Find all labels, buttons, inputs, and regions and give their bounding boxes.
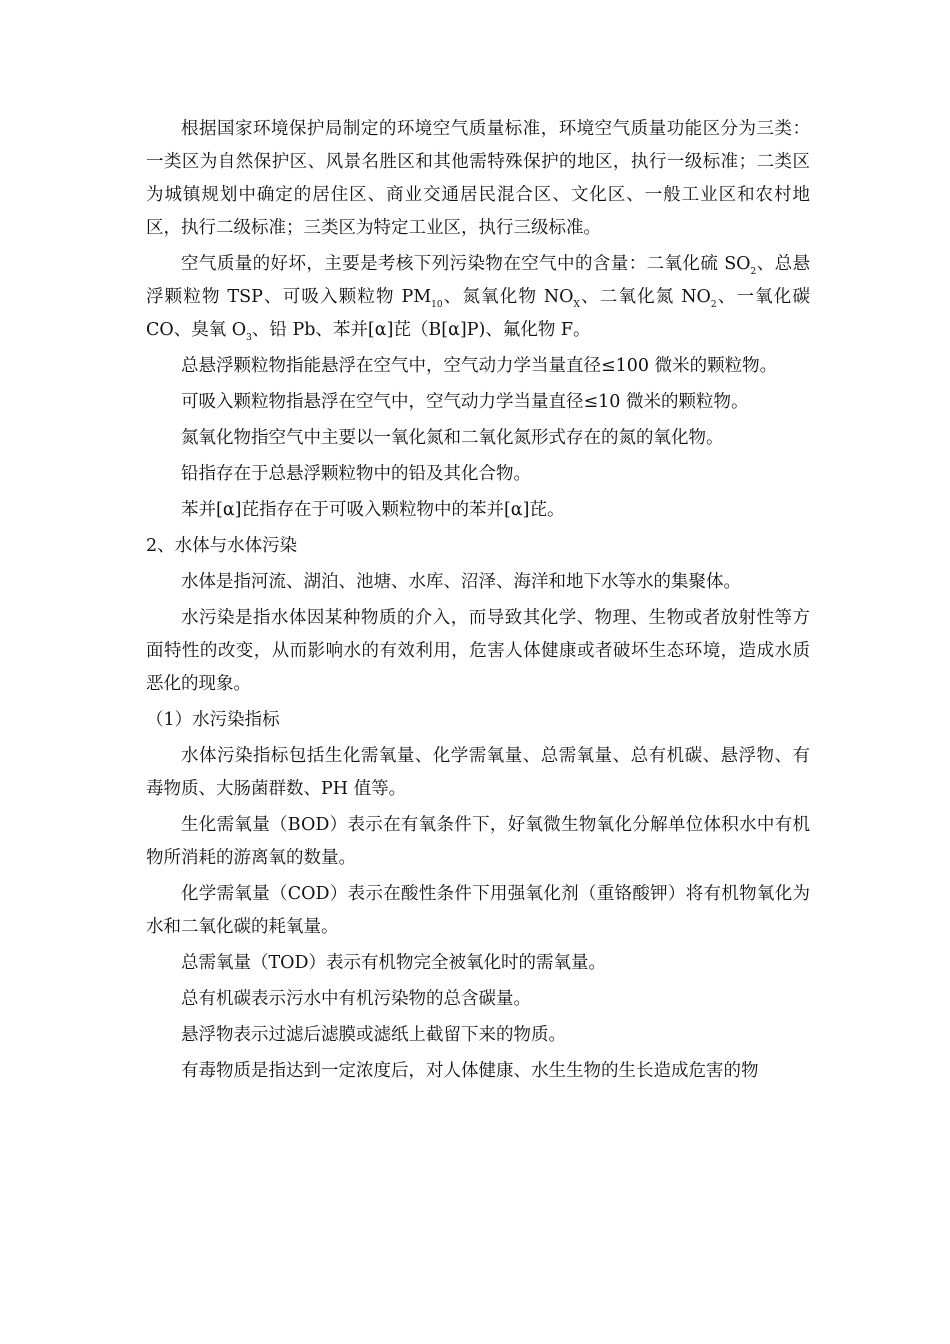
paragraph-water-body: 水体是指河流、湖泊、池塘、水库、沼泽、海洋和地下水等水的集聚体。: [181, 572, 741, 592]
paragraph-pollutants: 空气质量的好坏，主要是考核下列污染物在空气中的含量：二氧化硫 $SO_2$、总悬浮颗粒物 TSP、可吸入颗粒物 $PM_{10}$、氮氧化物 $NO_X$、二氧化氮 $NO_2$、一氧化碳 CO、臭氧 $O_3$、铅 Pb、苯并[α]芘（B[α]P)、氟化物 F。: [146, 254, 811, 343]
paragraph-tsp: 总悬浮颗粒物指能悬浮在空气中，空气动力学当量直径≤100 微米的颗粒物。: [181, 356, 778, 376]
subsection-heading-indicators: （1）水污染指标: [146, 710, 280, 730]
paragraph-water-pollution: 水污染是指水体因某种物质的介入，而导致其化学、物理、生物或者放射性等方面特性的改变，从而影响水的有效利用，危害人体健康或者破坏生态环境，造成水质恶化的现象。: [146, 608, 810, 694]
document-body: [146, 113, 810, 1088]
paragraph-pm10: 可吸入颗粒物指悬浮在空气中，空气动力学当量直径≤10 微米的颗粒物。: [181, 392, 749, 412]
paragraph-air-quality-standards: 根据国家环境保护局制定的环境空气质量标准，环境空气质量功能区分为三类：一类区为自然保护区、风景名胜区和其他需特殊保护的地区，执行一级标准；二类区为城镇规划中确定的居住区、商业交通居民混合区、文化区、一般工业区和农村地区，执行二级标准；三类区为特定工业区，执行三级标准。: [146, 119, 810, 238]
paragraph-suspended-solids: 悬浮物表示过滤后滤膜或滤纸上截留下来的物质。: [181, 1025, 566, 1045]
paragraph-lead: 铅指存在于总悬浮颗粒物中的铅及其化合物。: [181, 464, 531, 484]
paragraph-tod: 总需氧量（TOD）表示有机物完全被氧化时的需氧量。: [181, 953, 607, 973]
paragraph-indicators: 水体污染指标包括生化需氧量、化学需氧量、总需氧量、总有机碳、悬浮物、有毒物质、大肠菌群数、PH 值等。: [146, 746, 810, 799]
paragraph-nox: 氮氧化物指空气中主要以一氧化氮和二氧化氮形式存在的氮的氧化物。: [181, 428, 724, 448]
paragraph-bod: 生化需氧量（BOD）表示在有氧条件下，好氧微生物氧化分解单位体积水中有机物所消耗的游离氧的数量。: [146, 815, 810, 868]
paragraph-bap: 苯并[α]芘指存在于可吸入颗粒物中的苯并[α]芘。: [181, 500, 565, 520]
section-heading-water: 2、水体与水体污染: [146, 536, 298, 556]
paragraph-cod: 化学需氧量（COD）表示在酸性条件下用强氧化剂（重铬酸钾）将有机物氧化为水和二氧化碳的耗氧量。: [146, 884, 810, 937]
paragraph-toc: 总有机碳表示污水中有机污染物的总含碳量。: [181, 989, 531, 1009]
paragraph-toxic-substances: 有毒物质是指达到一定浓度后，对人体健康、水生生物的生长造成危害的物: [181, 1061, 759, 1081]
